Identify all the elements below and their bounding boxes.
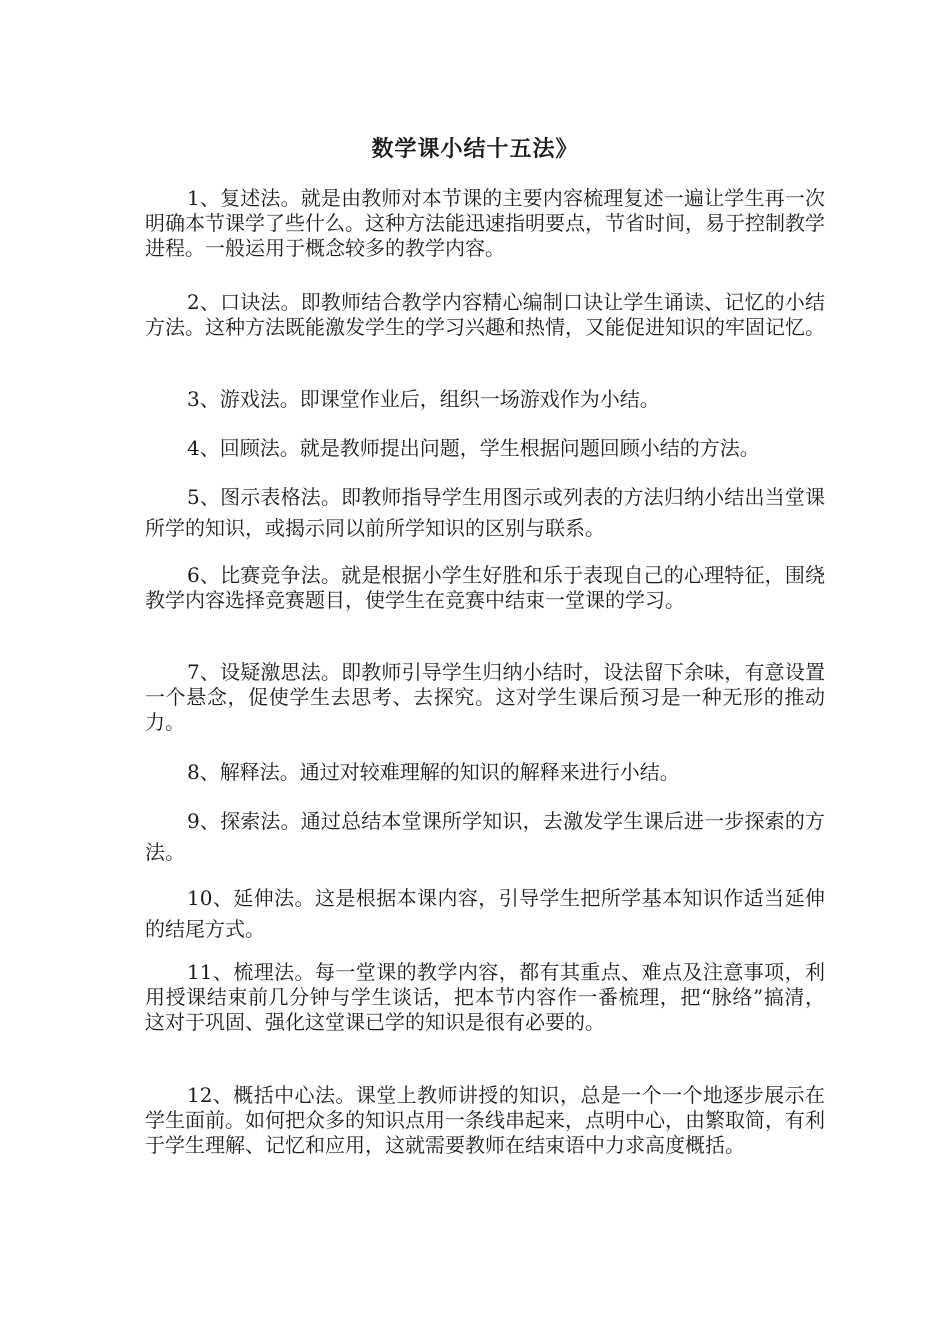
paragraph-3: 3、游戏法。即课堂作业后，组织一场游戏作为小结。: [187, 387, 660, 411]
paragraph-5: 5、图示表格法。即教师指导学生用图示或列表的方法归纳小结出当堂课所学的知识，或揭示同以前所学知识的区别与联系。: [145, 485, 825, 540]
paragraph-11: 11、梳理法。每一堂课的教学内容，都有其重点、难点及注意事项，利用授课结束前几分钟与学生谈话，把本节内容作一番梳理，把“脉络”搞清，这对于巩固、强化这堂课已学的知识是很有必要的。: [145, 960, 825, 1034]
paragraph-4: 4、回顾法。就是教师提出问题，学生根据问题回顾小结的方法。: [187, 436, 760, 460]
paragraph-6: 6、比赛竞争法。就是根据小学生好胜和乐于表现自己的心理特征，围绕教学内容选择竞赛题目，使学生在竞赛中结束一堂课的学习。: [145, 563, 825, 612]
paragraph-8: 8、解释法。通过对较难理解的知识的解释来进行小结。: [187, 760, 680, 784]
paragraph-1: 1、复述法。就是由教师对本节课的主要内容梳理复述一遍让学生再一次明确本节课学了些什么。这种方法能迅速指明要点，节省时间，易于控制教学进程。一般运用于概念较多的教学内容。: [145, 186, 825, 260]
paragraph-12: 12、概括中心法。课堂上教师讲授的知识，总是一个一个地逐步展示在学生面前。如何把众多的知识点用一条线串起来，点明中心，由繁取简，有利于学生理解、记忆和应用，这就需要教师在结束语中力求高度概括。: [145, 1083, 825, 1157]
paragraph-7: 7、设疑激思法。即教师引导学生归纳小结时，设法留下余味，有意设置一个悬念，促使学生去思考、去探究。这对学生课后预习是一种无形的推动力。: [145, 660, 825, 734]
paragraph-9: 9、探索法。通过总结本堂课所学知识，去激发学生课后进一步探索的方法。: [145, 809, 825, 864]
document-title: 数学课小结十五法》: [371, 136, 579, 162]
paragraph-10: 10、延伸法。这是根据本课内容，引导学生把所学基本知识作适当延伸的结尾方式。: [145, 886, 825, 941]
paragraph-2: 2、口诀法。即教师结合教学内容精心编制口诀让学生诵读、记忆的小结方法。这种方法既能激发学生的学习兴趣和热情，又能促进知识的牢固记忆。: [145, 290, 825, 339]
